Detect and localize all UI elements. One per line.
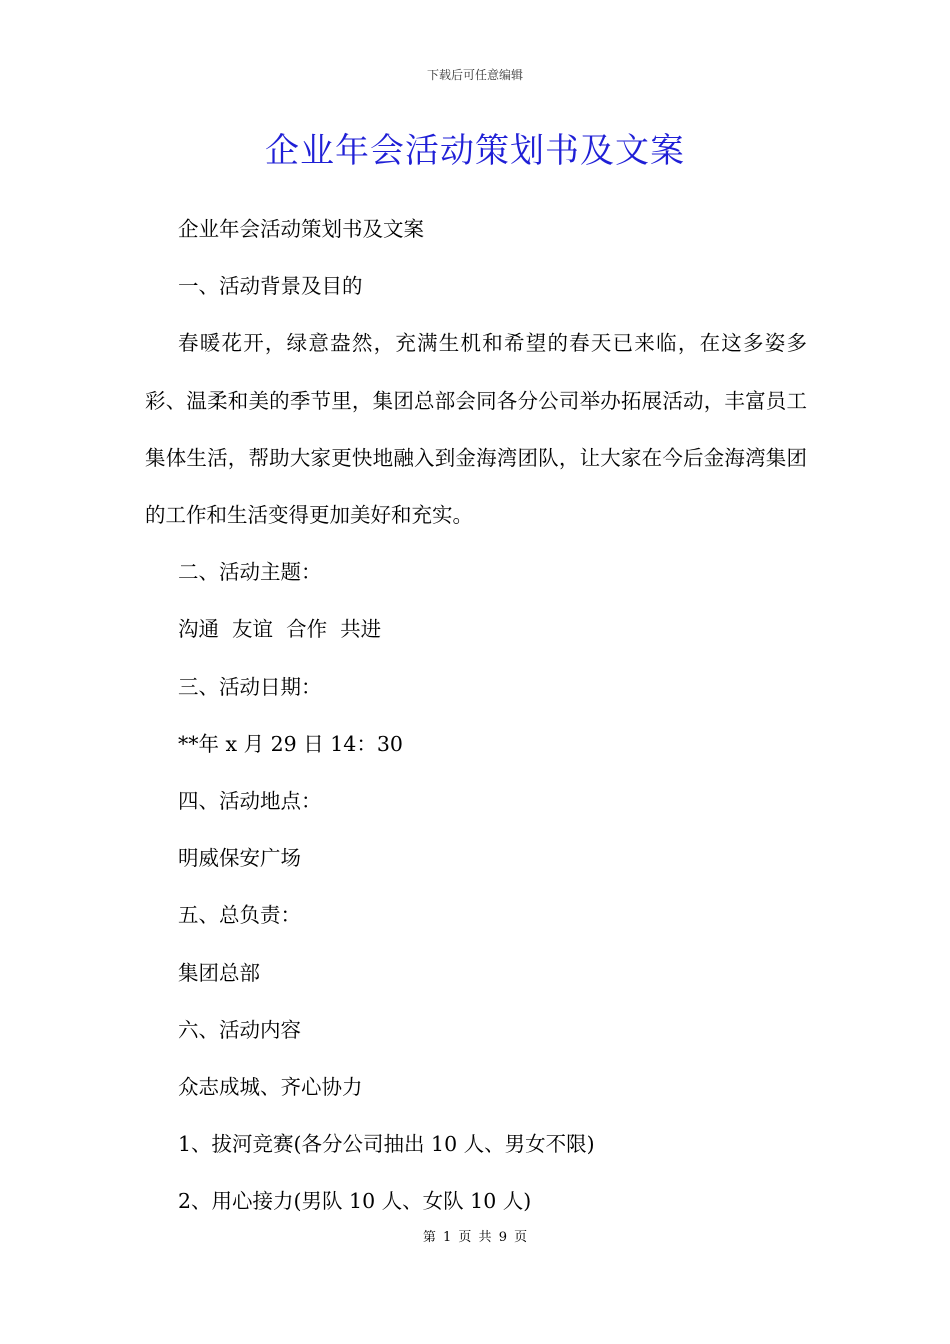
background-paragraph: 春暖花开，绿意盎然，充满生机和希望的春天已来临，在这多姿多彩、温柔和美的季节里，集团总部会同各分公司举办拓展活动，丰富员工集体生活，帮助大家更快地融入到金海湾团队，让大家在今后金海湾集团的工作和生活变得更加美好和充实。 xyxy=(145,331,807,528)
owner-value: 集团总部 xyxy=(178,960,260,985)
section-heading-background: 一、活动背景及目的 xyxy=(178,274,363,299)
location-value: 明威保安广场 xyxy=(178,846,301,871)
section-heading-theme: 二、活动主题： xyxy=(178,560,322,585)
page-footer: 第 1 页 共 9 页 xyxy=(422,1230,528,1245)
content-item-2: 2、用心接力(男队 10 人、女队 10 人) xyxy=(178,1189,532,1214)
header-note: 下载后可任意编辑 xyxy=(426,68,523,82)
document-body xyxy=(145,201,807,1231)
document-subtitle: 企业年会活动策划书及文案 xyxy=(178,217,424,241)
date-value: **年 x 月 29 日 14：30 xyxy=(178,731,403,756)
section-heading-owner: 五、总负责： xyxy=(178,903,301,928)
theme-value: 沟通 友谊 合作 共进 xyxy=(178,617,382,642)
content-item-1: 1、拔河竞赛(各分公司抽出 10 人、男女不限) xyxy=(178,1132,595,1157)
content-slogan: 众志成城、齐心协力 xyxy=(178,1075,363,1100)
section-heading-location: 四、活动地点： xyxy=(178,789,322,814)
section-heading-date: 三、活动日期： xyxy=(178,674,322,699)
section-heading-content: 六、活动内容 xyxy=(178,1017,301,1042)
document-title: 企业年会活动策划书及文案 xyxy=(265,131,685,171)
